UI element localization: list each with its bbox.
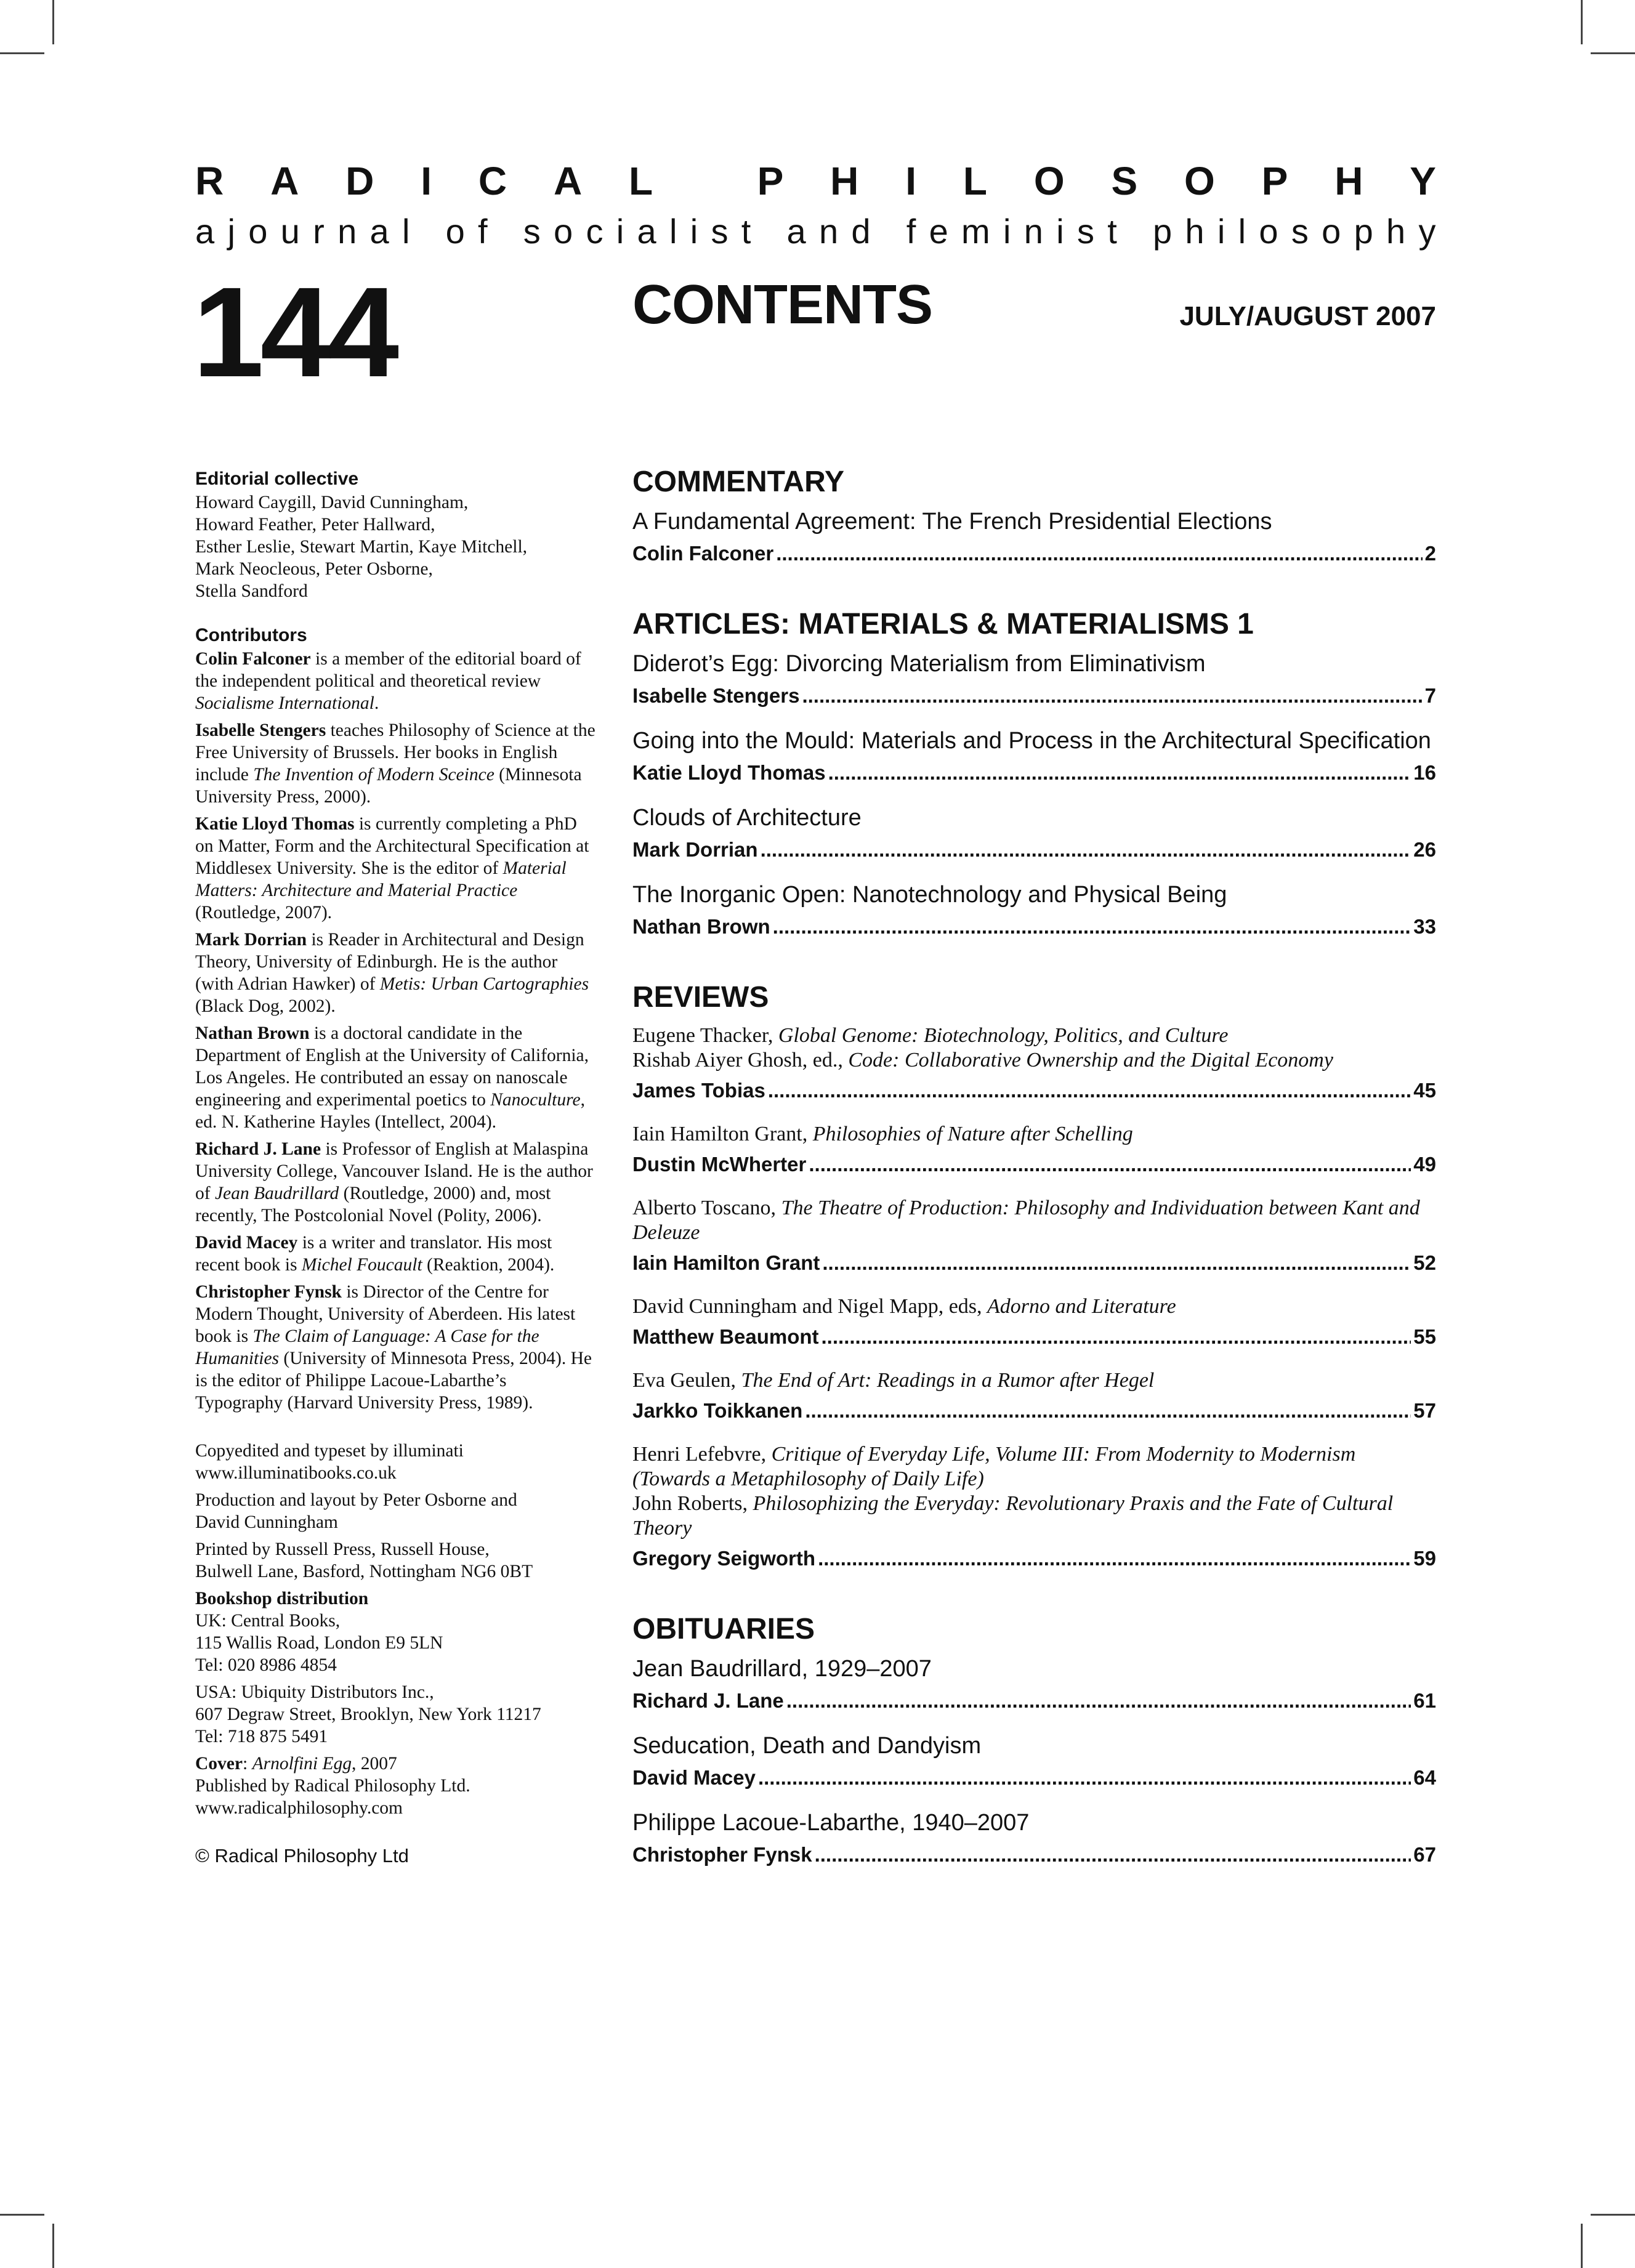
- contributor-bio: Christopher Fynsk is Director of the Centre for Modern Thought, University of Aberdeen. His latest book is The Claim of Language: A Case for the Humanities (University of Minnesota Press, 2004). He is the editor of Philippe Lacoue-Labarthe’s Typography (Harvard University Press, 1989).: [195, 1282, 592, 1413]
- subtitle-letter: f: [906, 212, 916, 251]
- contributor-name: Nathan Brown: [195, 1023, 310, 1043]
- toc-page-number: 67: [1413, 1843, 1436, 1866]
- subtitle-letter: o: [554, 212, 573, 251]
- contributor-book-title: Socialisme International: [195, 693, 374, 713]
- contributor-bio: David Macey is a writer and translator. His most recent book is Michel Foucault (Reaktion, 2004).: [195, 1233, 555, 1275]
- editorial-line: Howard Feather, Peter Hallward,: [195, 515, 435, 535]
- subtitle-letter: a: [637, 212, 656, 251]
- subtitle-letter: a: [195, 212, 215, 251]
- subtitle-letter: t: [1107, 212, 1117, 251]
- issue-date: JULY/AUGUST 2007: [1179, 301, 1436, 331]
- title-letter: A: [553, 159, 583, 203]
- subtitle-letter: a: [369, 212, 389, 251]
- contents-list: [632, 465, 1436, 1886]
- toc-author: David Macey: [632, 1766, 756, 1789]
- subtitle-letter: h: [1185, 212, 1205, 251]
- toc-entry-title: Going into the Mould: Materials and Process in the Architectural Specification: [632, 728, 1431, 754]
- toc-entry-row[interactable]: [632, 541, 1436, 567]
- contributor-name: Isabelle Stengers: [195, 720, 326, 740]
- copyright: © Radical Philosophy Ltd: [195, 1845, 409, 1866]
- subtitle-letter: n: [818, 212, 839, 251]
- subtitle-letter: [884, 210, 894, 253]
- crop-mark: [52, 0, 54, 44]
- production-line: Bulwell Lane, Basford, Nottingham NG6 0BT: [195, 1562, 533, 1581]
- toc-author: Dustin McWherter: [632, 1153, 807, 1176]
- toc-author: Nathan Brown: [632, 915, 770, 938]
- toc-entry-row[interactable]: [632, 1398, 1436, 1424]
- toc-author: Iain Hamilton Grant: [632, 1251, 820, 1274]
- book-author: Henri Lefebvre,: [632, 1443, 772, 1466]
- crop-mark: [1581, 0, 1583, 44]
- toc-entry-title: Clouds of Architecture: [632, 805, 862, 831]
- reviewed-book: [632, 1294, 1436, 1319]
- production-block: [195, 1440, 595, 1484]
- subtitle-letter: d: [851, 212, 871, 251]
- book-title: Code: Collaborative Ownership and the Digital Economy: [848, 1049, 1333, 1071]
- masthead: [195, 157, 1436, 253]
- section-spacer: [632, 585, 1436, 607]
- commentary-heading: COMMENTARY: [632, 466, 844, 498]
- toc-page-number: 57: [1413, 1399, 1436, 1422]
- book-author: David Cunningham and Nigel Mapp, eds,: [632, 1295, 988, 1318]
- production-credits: [195, 1440, 595, 1583]
- cover-title: Arnolfini Egg: [252, 1754, 352, 1774]
- dot-leader: [776, 541, 1422, 567]
- toc-page-number: 26: [1413, 838, 1436, 861]
- toc-page-number: 55: [1413, 1325, 1436, 1348]
- toc-entry-row[interactable]: [632, 683, 1436, 709]
- subtitle-letter: i: [1217, 212, 1225, 251]
- toc-entry-row[interactable]: [632, 760, 1436, 786]
- subtitle-letter: i: [1056, 212, 1064, 251]
- toc-entry-row[interactable]: [632, 1078, 1436, 1104]
- contributor-bio: Katie Lloyd Thomas is currently completing a PhD on Matter, Form and the Architectural Specification at Middlesex University. She is the editor of Material Matters: Architecture and Material Practice (Routledge, 2007).: [195, 814, 589, 922]
- toc-author: Matthew Beaumont: [632, 1325, 819, 1348]
- toc-page-number: 59: [1413, 1547, 1436, 1570]
- dot-leader: [828, 760, 1411, 786]
- cover-year: , 2007: [352, 1754, 397, 1774]
- reviewed-book: [632, 1442, 1436, 1491]
- contributor-name: Colin Falconer: [195, 649, 311, 669]
- reviewed-book: [632, 1368, 1436, 1393]
- journal-title: [195, 157, 1436, 205]
- book-title: Philosophizing the Everyday: Revolutionary Praxis and the Fate of Cultural Theory: [632, 1492, 1394, 1540]
- dot-leader: [768, 1078, 1411, 1104]
- obituaries-heading: OBITUARIES: [632, 1613, 815, 1645]
- subtitle-letter: n: [1023, 212, 1043, 251]
- journal-subtitle: [195, 210, 1436, 253]
- subtitle-letter: u: [280, 212, 300, 251]
- toc-entry-title: The Inorganic Open: Nanotechnology and Physical Being: [632, 882, 1227, 908]
- bookshop-heading: Bookshop distribution: [195, 1589, 369, 1608]
- subtitle-letter: a: [786, 212, 806, 251]
- crop-mark: [1591, 52, 1635, 54]
- subtitle-letter: o: [1322, 212, 1341, 251]
- subtitle-letter: m: [961, 212, 990, 251]
- subtitle-letter: y: [1418, 212, 1436, 251]
- dot-leader: [802, 683, 1422, 709]
- contributor-name: Katie Lloyd Thomas: [195, 814, 355, 834]
- title-letter: Y: [1410, 159, 1436, 203]
- subtitle-letter: n: [337, 212, 357, 251]
- subtitle-letter: j: [227, 212, 235, 251]
- toc-page-number: 16: [1413, 761, 1436, 784]
- production-line: www.illuminatibooks.co.uk: [195, 1463, 397, 1483]
- toc-entry-row[interactable]: [632, 1152, 1436, 1177]
- reviewed-book: [632, 1048, 1436, 1073]
- dot-leader: [773, 914, 1411, 940]
- toc-entry-title: Philippe Lacoue-Labarthe, 1940–2007: [632, 1810, 1030, 1836]
- subtitle-letter: l: [669, 212, 677, 251]
- subtitle-letter: c: [586, 212, 604, 251]
- bookshop-line: 607 Degraw Street, Brooklyn, New York 11217: [195, 1705, 541, 1724]
- bookshop-line: UK: Central Books,: [195, 1611, 341, 1631]
- title-letter: L: [629, 159, 653, 203]
- contributor-book-title: Jean Baudrillard: [214, 1184, 339, 1203]
- subtitle-letter: [1130, 210, 1140, 253]
- subtitle-letter: o: [1259, 212, 1278, 251]
- production-line: David Cunningham: [195, 1512, 338, 1532]
- book-title: Global Genome: Biotechnology, Politics, and Culture: [778, 1024, 1229, 1047]
- toc-entry-title: Seducation, Death and Dandyism: [632, 1733, 982, 1759]
- book-author: Eva Geulen,: [632, 1369, 741, 1392]
- production-line: Copyedited and typeset by illuminati: [195, 1441, 464, 1461]
- contributor-bio: Richard J. Lane is Professor of English at Malaspina University College, Vancouver Island. He is the author of Jean Baudrillard (Routledge, 2000) and, most recently, The Postcolonial Novel (Polity, 2006).: [195, 1139, 593, 1225]
- toc-page-number: 33: [1413, 915, 1436, 938]
- subtitle-letter: i: [616, 212, 624, 251]
- toc-author: Isabelle Stengers: [632, 684, 800, 707]
- title-letter: R: [195, 159, 224, 203]
- title-letter: H: [830, 159, 859, 203]
- contents-heading: CONTENTS: [632, 274, 932, 336]
- book-author: John Roberts,: [632, 1492, 753, 1515]
- toc-author: Mark Dorrian: [632, 838, 758, 861]
- publisher-line: Published by Radical Philosophy Ltd.: [195, 1776, 470, 1796]
- toc-entry-row[interactable]: [632, 1765, 1436, 1791]
- contributor-book-title: The Invention of Modern Sceince: [253, 765, 495, 785]
- subtitle-letter: l: [402, 212, 410, 251]
- contributor-book-title: Metis: Urban Cartographies: [379, 974, 589, 994]
- reviewed-book: [632, 1196, 1436, 1245]
- crop-mark: [0, 2214, 44, 2216]
- editorial-line: Esther Leslie, Stewart Martin, Kaye Mitchell,: [195, 537, 528, 557]
- cover-credit: Cover: Arnolfini Egg, 2007: [195, 1754, 397, 1774]
- contributor-book-title: Michel Foucault: [301, 1255, 422, 1275]
- contributor-book-title: Nanoculture: [490, 1090, 581, 1110]
- crop-mark: [1581, 2224, 1583, 2268]
- bookshop-line: Tel: 020 8986 4854: [195, 1655, 337, 1675]
- toc-entry-title: Jean Baudrillard, 1929–2007: [632, 1656, 932, 1682]
- book-author: Eugene Thacker,: [632, 1024, 778, 1047]
- issue-number: 144: [193, 261, 396, 404]
- editorial-line: Howard Caygill, David Cunningham,: [195, 493, 469, 512]
- production-block: [195, 1489, 595, 1533]
- bookshop-block: [195, 1610, 595, 1676]
- toc-author: Christopher Fynsk: [632, 1843, 812, 1866]
- contributor-name: Christopher Fynsk: [195, 1282, 342, 1302]
- book-title: The End of Art: Readings in a Rumor after Hegel: [741, 1369, 1155, 1392]
- contributor-name: David Macey: [195, 1233, 298, 1253]
- subtitle-letter: h: [1386, 212, 1406, 251]
- subtitle-letter: r: [313, 212, 325, 251]
- contributor-bio: Colin Falconer is a member of the editorial board of the independent political and theoretical review Socialisme International.: [195, 649, 581, 713]
- crop-mark: [52, 2224, 54, 2268]
- toc-author: Gregory Seigworth: [632, 1547, 816, 1570]
- book-title: Adorno and Literature: [987, 1295, 1176, 1318]
- subtitle-letter: t: [741, 212, 751, 251]
- crop-mark: [0, 52, 44, 54]
- book-title: Critique of Everyday Life, Volume III: From Modernity to Modernism (Towards a Metaphilosophy of Daily Life): [632, 1443, 1356, 1490]
- subtitle-letter: e: [929, 212, 948, 251]
- production-line: Production and layout by Peter Osborne and: [195, 1490, 517, 1510]
- toc-page-number: 7: [1424, 684, 1436, 707]
- subtitle-letter: [501, 210, 511, 253]
- title-letter: C: [478, 159, 507, 203]
- toc-author: Jarkko Toikkanen: [632, 1399, 803, 1422]
- title-letter: H: [1334, 159, 1363, 203]
- dot-leader: [809, 1152, 1411, 1177]
- reviewed-book: [632, 1023, 1436, 1048]
- toc-entry-row[interactable]: [632, 1842, 1436, 1868]
- contributors-heading: Contributors: [195, 625, 307, 645]
- toc-entry-row[interactable]: [632, 1324, 1436, 1350]
- bookshop-block: [195, 1681, 595, 1748]
- contributor-bio: Isabelle Stengers teaches Philosophy of Science at the Free University of Brussels. Her books in English include The Invention of Modern Sceince (Minnesota University Press, 2000).: [195, 720, 595, 807]
- toc-page-number: 64: [1413, 1766, 1436, 1789]
- contributor-book-title: Material Matters: Architecture and Material Practice: [195, 858, 567, 900]
- subtitle-letter: i: [690, 212, 698, 251]
- contributor-bio: Mark Dorrian is Reader in Architectural and Design Theory, University of Edinburgh. He is the author (with Adrian Hawker) of Metis: Urban Cartographies (Black Dog, 2002).: [195, 930, 589, 1016]
- toc-entry-title: A Fundamental Agreement: The French Presidential Elections: [632, 509, 1272, 535]
- contributor-name: Richard J. Lane: [195, 1139, 321, 1159]
- subtitle-letter: s: [523, 212, 541, 251]
- book-author: Iain Hamilton Grant,: [632, 1123, 813, 1145]
- subtitle-letter: l: [1238, 212, 1246, 251]
- bookshop-line: Tel: 718 875 5491: [195, 1727, 328, 1746]
- book-author: Alberto Toscano,: [632, 1197, 781, 1219]
- section-spacer: [632, 1590, 1436, 1612]
- dot-leader: [822, 1250, 1411, 1276]
- dot-leader: [761, 837, 1411, 863]
- subtitle-letter: i: [1003, 212, 1011, 251]
- dot-leader: [815, 1842, 1411, 1868]
- editorial-collective-list: [195, 491, 595, 602]
- reviewed-book: [632, 1491, 1436, 1541]
- editorial-line: Mark Neocleous, Peter Osborne,: [195, 559, 433, 579]
- publisher-info: [195, 1775, 595, 1819]
- toc-page-number: 2: [1424, 542, 1436, 565]
- toc-author: James Tobias: [632, 1079, 765, 1102]
- dot-leader: [818, 1546, 1411, 1572]
- toc-page-number: 45: [1413, 1079, 1436, 1102]
- subtitle-letter: s: [1291, 212, 1309, 251]
- toc-entry-row[interactable]: [632, 1250, 1436, 1276]
- contributor-book-title: The Claim of Language: A Case for the Humanities: [195, 1326, 539, 1368]
- title-letter: O: [1033, 159, 1065, 203]
- toc-entry-row[interactable]: [632, 1688, 1436, 1714]
- bookshop-line: 115 Wallis Road, London E9 5LN: [195, 1633, 443, 1653]
- subtitle-letter: s: [1076, 212, 1094, 251]
- toc-page-number: 49: [1413, 1153, 1436, 1176]
- contributor-name: Mark Dorrian: [195, 930, 307, 950]
- book-author: Rishab Aiyer Ghosh, ed.,: [632, 1049, 849, 1071]
- section-spacer: [632, 958, 1436, 980]
- toc-author: Katie Lloyd Thomas: [632, 761, 826, 784]
- toc-author: Colin Falconer: [632, 542, 774, 565]
- articles-heading: ARTICLES: MATERIALS & MATERIALISMS 1: [632, 608, 1254, 640]
- reviews-heading: REVIEWS: [632, 981, 769, 1014]
- toc-author: Richard J. Lane: [632, 1689, 784, 1712]
- book-title: Philosophies of Nature after Schelling: [812, 1123, 1133, 1145]
- toc-entry-row[interactable]: [632, 837, 1436, 863]
- dot-leader: [786, 1688, 1411, 1714]
- crop-mark: [1591, 2214, 1635, 2216]
- contributors-list: [195, 648, 595, 1414]
- title-letter: I: [905, 159, 917, 203]
- editorial-heading: Editorial collective: [195, 469, 359, 489]
- title-letter: L: [963, 159, 987, 203]
- contributor-bio: Nathan Brown is a doctoral candidate in the Department of English at the University of California, Los Angeles. He contributed an essay on nanoscale engineering and experimental poetics to Nanoculture, ed. N. Katherine Hayles (Intellect, 2004).: [195, 1023, 589, 1132]
- dot-leader: [822, 1324, 1411, 1350]
- subtitle-letter: [764, 210, 774, 253]
- title-letter: D: [345, 159, 374, 203]
- dot-leader: [758, 1765, 1411, 1791]
- toc-entry-title: Diderot’s Egg: Divorcing Materialism from Eliminativism: [632, 651, 1206, 677]
- title-letter: P: [757, 159, 784, 203]
- toc-entry-row[interactable]: [632, 914, 1436, 940]
- toc-page-number: 61: [1413, 1689, 1436, 1712]
- toc-page-number: 52: [1413, 1251, 1436, 1274]
- publisher-line: www.radicalphilosophy.com: [195, 1798, 403, 1818]
- toc-entry-row[interactable]: [632, 1546, 1436, 1572]
- subtitle-letter: s: [711, 212, 729, 251]
- subtitle-letter: p: [1354, 212, 1373, 251]
- title-letter: A: [270, 159, 299, 203]
- subtitle-letter: o: [248, 212, 268, 251]
- production-block: [195, 1538, 595, 1583]
- sidebar: [195, 467, 595, 1868]
- editorial-line: Stella Sandford: [195, 581, 308, 601]
- title-letter: I: [421, 159, 432, 203]
- title-letter: [700, 157, 711, 205]
- subtitle-letter: f: [478, 212, 488, 251]
- book-title: The Theatre of Production: Philosophy and Individuation between Kant and Deleuze: [632, 1197, 1420, 1244]
- reviewed-book: [632, 1122, 1436, 1147]
- cover-label: Cover: [195, 1754, 243, 1774]
- bookshop-line: USA: Ubiquity Distributors Inc.,: [195, 1682, 434, 1702]
- subtitle-letter: [423, 210, 433, 253]
- production-line: Printed by Russell Press, Russell House,: [195, 1540, 490, 1559]
- subtitle-letter: o: [445, 212, 465, 251]
- title-letter: P: [1261, 159, 1288, 203]
- dot-leader: [805, 1398, 1411, 1424]
- bookshop-distribution: [195, 1610, 595, 1748]
- title-letter: O: [1184, 159, 1215, 203]
- title-letter: S: [1111, 159, 1138, 203]
- subtitle-letter: p: [1152, 212, 1173, 251]
